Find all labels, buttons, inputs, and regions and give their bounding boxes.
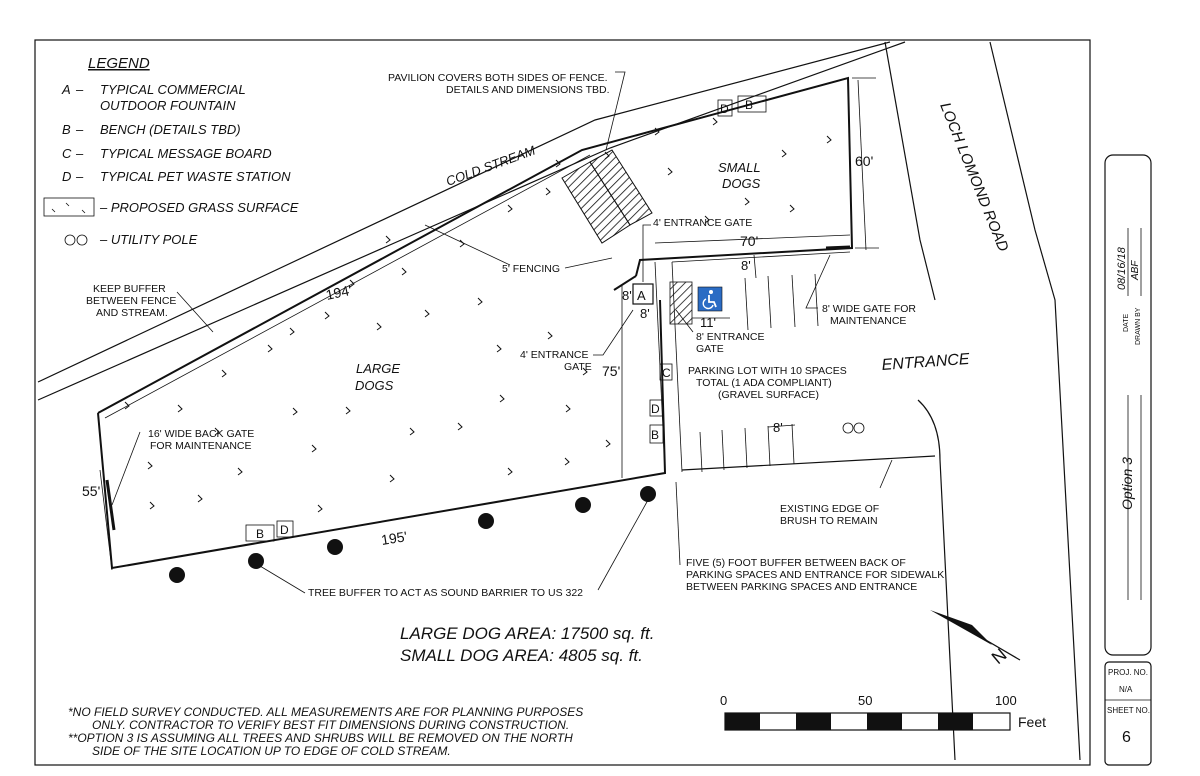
note-back-gate-1: 16' WIDE BACK GATE bbox=[148, 428, 255, 440]
note-entry-gate-small: 4' ENTRANCE GATE bbox=[653, 217, 753, 229]
grass-swatch bbox=[44, 198, 94, 216]
marker-b-bottom bbox=[246, 525, 274, 541]
date-value: 08/16/18 bbox=[1116, 247, 1128, 290]
dim-195: 195' bbox=[379, 528, 409, 548]
note-entry-gate-large-1: 4' ENTRANCE bbox=[520, 349, 589, 361]
note-parking-1: PARKING LOT WITH 10 SPACES bbox=[688, 365, 847, 377]
ada-accessible-icon bbox=[698, 287, 722, 311]
sheet-no-label: SHEET NO. bbox=[1107, 706, 1150, 715]
svg-text:–: – bbox=[76, 122, 84, 137]
note-maint-gate-1: 8' WIDE GATE FOR bbox=[822, 303, 916, 315]
note-pavilion-2: DETAILS AND DIMENSIONS TBD. bbox=[446, 84, 610, 96]
note-fencing: 5' FENCING bbox=[502, 263, 561, 275]
area-small: SMALL DOG AREA: 4805 sq. ft. bbox=[400, 646, 643, 665]
note-buffer5-1: FIVE (5) FOOT BUFFER BETWEEN BACK OF bbox=[686, 557, 906, 569]
footnote-1b: ONLY. CONTRACTOR TO VERIFY BEST FIT DIMENSIONS DURING CONSTRUCTION. bbox=[92, 718, 570, 732]
title-block bbox=[1107, 228, 1150, 746]
note-pavilion-1: PAVILION COVERS BOTH SIDES OF FENCE. bbox=[388, 72, 608, 84]
legend-text-c: TYPICAL MESSAGE BOARD bbox=[100, 146, 272, 161]
marker-a bbox=[633, 284, 653, 304]
dim-11: 11' bbox=[700, 315, 716, 330]
note-entry-gate-large-2: GATE bbox=[564, 361, 592, 373]
note-keep-buffer-1: KEEP BUFFER bbox=[93, 283, 166, 295]
date-label: DATE bbox=[1123, 313, 1130, 332]
note-maint-gate-2: MAINTENANCE bbox=[830, 315, 907, 327]
small-dogs-label-1: SMALL bbox=[718, 160, 761, 175]
pavilion bbox=[562, 150, 652, 243]
svg-text:D: D bbox=[720, 102, 729, 116]
grass-symbol-icon bbox=[52, 203, 85, 213]
note-brush-1: EXISTING EDGE OF bbox=[780, 503, 880, 515]
svg-text:–: – bbox=[76, 82, 84, 97]
entrance-label: ENTRANCE bbox=[881, 350, 971, 374]
note-buffer5-3: BETWEEN PARKING SPACES AND ENTRANCE bbox=[686, 581, 918, 593]
stream-label: COLD STREAM bbox=[443, 142, 538, 189]
ada-hatch-area bbox=[670, 282, 692, 324]
note-tree-buffer: TREE BUFFER TO ACT AS SOUND BARRIER TO US 322 bbox=[308, 587, 584, 599]
scale-tick-0: 0 bbox=[720, 693, 728, 708]
tree-icon bbox=[478, 513, 494, 529]
tree-icon bbox=[575, 497, 591, 513]
scale-bar bbox=[720, 693, 1046, 730]
dim-194: 194' bbox=[324, 281, 354, 303]
note-brush-2: BRUSH TO REMAIN bbox=[780, 515, 878, 527]
marker-d-small bbox=[718, 100, 732, 116]
tree-icon bbox=[169, 567, 185, 583]
note-buffer5-2: PARKING SPACES AND ENTRANCE FOR SIDEWALK bbox=[686, 569, 945, 581]
svg-text:N: N bbox=[987, 644, 1011, 669]
svg-text:C: C bbox=[662, 366, 671, 380]
scale-unit: Feet bbox=[1018, 714, 1047, 730]
legend-key-d: D bbox=[62, 169, 72, 184]
dim-60: 60' bbox=[855, 153, 874, 169]
note-keep-buffer-2: BETWEEN FENCE bbox=[86, 295, 177, 307]
trees bbox=[169, 486, 656, 583]
dim-8-b: 8' bbox=[640, 306, 650, 321]
dim-75: 75' bbox=[602, 363, 621, 379]
footnote-2b: SIDE OF THE SITE LOCATION UP TO EDGE OF COLD STREAM. bbox=[92, 744, 451, 758]
drawn-by-value: ABF bbox=[1130, 260, 1141, 280]
footnote-1a: *NO FIELD SURVEY CONDUCTED. ALL MEASUREMENTS ARE FOR PLANNING PURPOSES bbox=[68, 705, 584, 719]
note-entry-8-2: GATE bbox=[696, 343, 724, 355]
note-keep-buffer-3: AND STREAM. bbox=[96, 307, 168, 319]
proj-no-value: N/A bbox=[1119, 685, 1133, 694]
large-dogs-label-2: DOGS bbox=[355, 378, 394, 393]
dim-70: 70' bbox=[740, 233, 759, 249]
tree-icon bbox=[327, 539, 343, 555]
utility-pole-icon bbox=[65, 235, 87, 245]
svg-text:B: B bbox=[651, 428, 660, 442]
legend-text-d: TYPICAL PET WASTE STATION bbox=[100, 169, 291, 184]
footnote-2a: **OPTION 3 IS ASSUMING ALL TREES AND SHRUBS WILL BE REMOVED ON THE NORTH bbox=[68, 731, 573, 745]
option-label: Option 3 bbox=[1119, 457, 1135, 510]
legend-title: LEGEND bbox=[88, 55, 150, 72]
legend-key-c: C bbox=[62, 146, 72, 161]
marker-b-large bbox=[650, 425, 663, 443]
dim-8-a: 8' bbox=[622, 288, 632, 303]
small-dogs-label-2: DOGS bbox=[722, 176, 761, 191]
legend-pole-text: – UTILITY POLE bbox=[100, 232, 198, 247]
legend bbox=[44, 55, 299, 247]
legend-key-a: A bbox=[62, 82, 71, 97]
proj-no-label: PROJ. NO. bbox=[1108, 668, 1149, 677]
svg-text:B: B bbox=[256, 527, 265, 541]
svg-text:D: D bbox=[280, 523, 289, 537]
svg-text:D: D bbox=[651, 402, 660, 416]
note-back-gate-2: FOR MAINTENANCE bbox=[150, 440, 252, 452]
road-label: LOCH LOMOND ROAD bbox=[936, 100, 1012, 255]
area-large: LARGE DOG AREA: 17500 sq. ft. bbox=[400, 624, 655, 643]
marker-b-small bbox=[738, 96, 766, 112]
loch-lomond-road bbox=[881, 42, 1080, 760]
legend-key-b: B bbox=[62, 122, 71, 137]
legend-grass-text: – PROPOSED GRASS SURFACE bbox=[100, 200, 299, 215]
legend-text-b: BENCH (DETAILS TBD) bbox=[100, 122, 241, 137]
dim-55: 55' bbox=[82, 483, 101, 499]
legend-text-a: TYPICAL COMMERCIAL bbox=[100, 82, 246, 97]
scale-tick-50: 50 bbox=[858, 693, 873, 708]
svg-text:A: A bbox=[637, 288, 646, 303]
note-parking-2: TOTAL (1 ADA COMPLIANT) bbox=[696, 377, 832, 389]
svg-text:–: – bbox=[76, 169, 84, 184]
north-arrow-icon bbox=[930, 610, 1020, 668]
large-dogs-label-1: LARGE bbox=[356, 361, 401, 376]
drawn-by-label: DRAWN BY bbox=[1135, 307, 1142, 345]
sheet-no-value: 6 bbox=[1122, 729, 1131, 746]
scale-tick-100: 100 bbox=[995, 693, 1017, 708]
legend-text-a2: OUTDOOR FOUNTAIN bbox=[100, 98, 236, 113]
svg-text:B: B bbox=[745, 98, 754, 112]
svg-text:–: – bbox=[76, 146, 84, 161]
marker-c bbox=[660, 364, 672, 380]
maintenance-gate-mark bbox=[826, 247, 850, 248]
utility-pole-icon bbox=[843, 423, 864, 433]
note-entry-8-1: 8' ENTRANCE bbox=[696, 331, 765, 343]
note-parking-3: (GRAVEL SURFACE) bbox=[718, 389, 819, 401]
marker-d-large bbox=[650, 400, 663, 416]
dim-8-parking: 8' bbox=[741, 258, 751, 273]
tree-icon bbox=[640, 486, 656, 502]
dim-8-bottom: 8' bbox=[773, 420, 783, 435]
marker-d-bottom bbox=[277, 521, 293, 537]
